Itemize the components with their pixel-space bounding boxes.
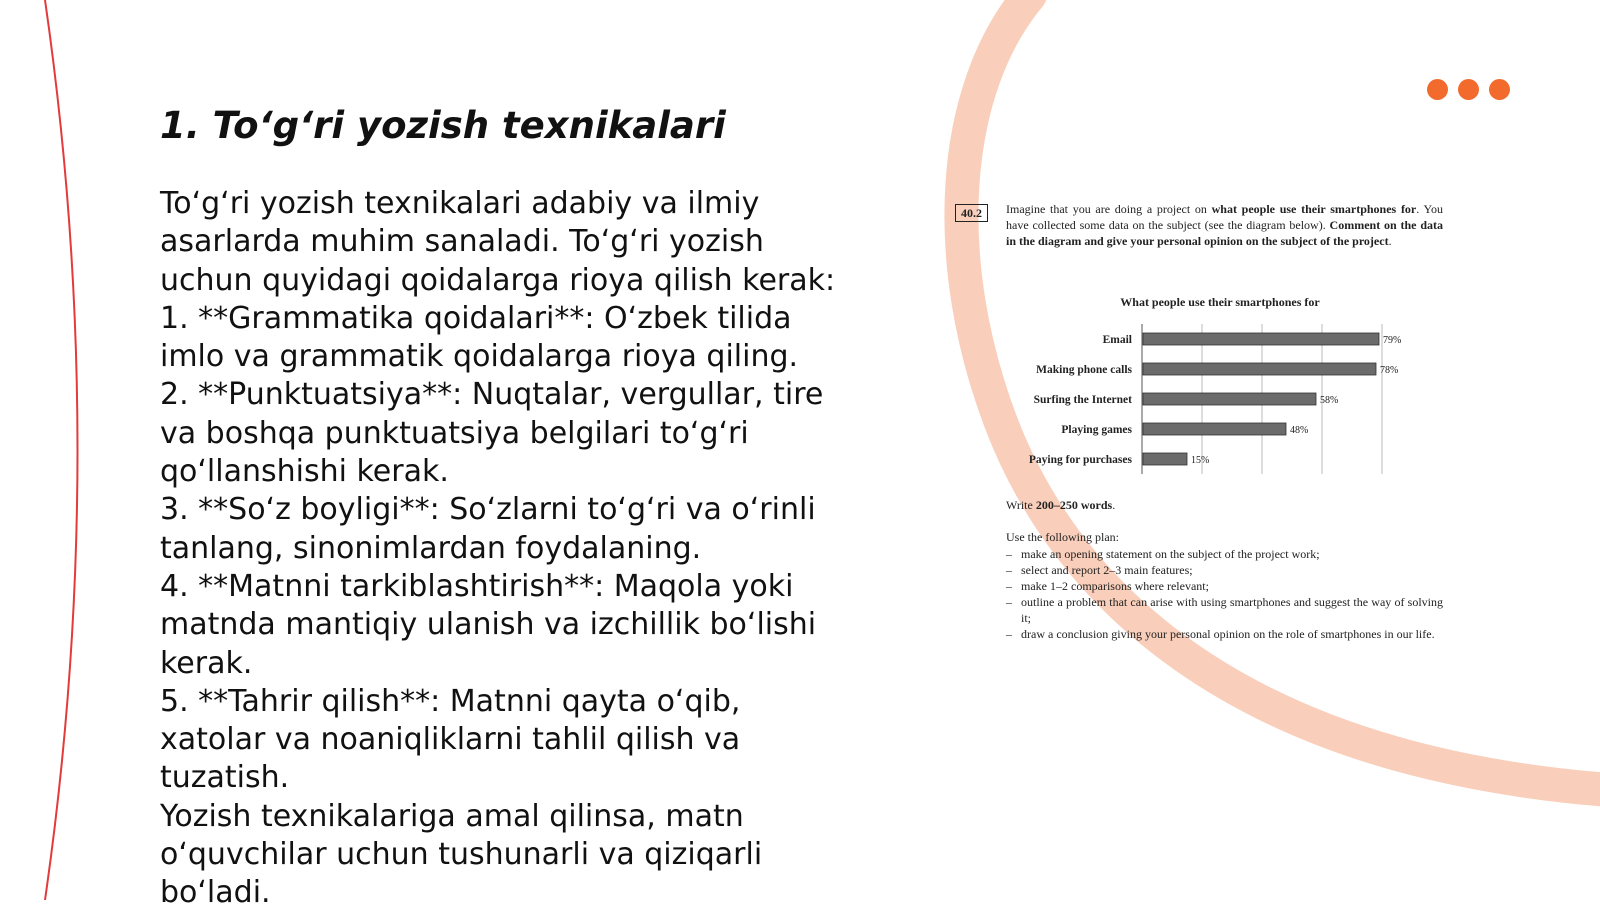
- chart-bar: [1143, 333, 1379, 345]
- chart-bar: [1143, 453, 1187, 465]
- rule-vocabulary: 3. **So‘z boyligi**: So‘zlarni to‘g‘ri va o‘rinli tanlang, sinonimlardan foydalaning.: [160, 492, 816, 566]
- chart-category-label: Playing games: [1061, 424, 1132, 436]
- plan-list: [1006, 546, 1443, 642]
- intro-paragraph: To‘g‘ri yozish texnikalari adabiy va ilmiy asarlarda muhim sanaladi. To‘g‘ri yozish uchun quyidagi qoidalarga rioya qilish kerak:: [160, 186, 836, 298]
- plan-item: – make an opening statement on the subject of the project work;: [1006, 546, 1443, 562]
- plan-item: – outline a problem that can arise with using smartphones and suggest the way of solving it;: [1006, 594, 1443, 626]
- chart-category-label: Surfing the Internet: [1033, 394, 1132, 406]
- chart-value-label: 78%: [1380, 365, 1399, 376]
- plan-item: – draw a conclusion giving your personal opinion on the role of smartphones in our life.: [1006, 626, 1443, 642]
- plan-intro: Use the following plan:: [1006, 530, 1119, 544]
- chart-bars: [1029, 333, 1401, 466]
- chart-category-label: Making phone calls: [1036, 364, 1132, 376]
- left-border-line: [45, 0, 78, 900]
- chart-value-label: 48%: [1290, 425, 1309, 436]
- rule-punctuation: 2. **Punktuatsiya**: Nuqtalar, vergullar, tire va boshqa punktuatsiya belgilari to‘g‘ri qo‘llanshishi kerak.: [160, 377, 824, 490]
- word-limit: Write 200–250 words.: [1006, 498, 1116, 512]
- rule-editing: 5. **Tahrir qilish**: Matnni qayta o‘qib, xatolar va noaniqliklarni tahlil qilish va tuzatish.: [160, 683, 741, 796]
- slide-title: 1. To‘g‘ri yozish texnikalari: [160, 104, 726, 147]
- chart-bar: [1143, 423, 1286, 435]
- closing-paragraph: Yozish texnikalariga amal qilinsa, matn o‘quvchilar uchun tushunarli va qiziqarli bo‘ladi.: [160, 798, 763, 911]
- task-prompt: Imagine that you are doing a project on what people use their smartphones for. You have collected some data on the subject (see the diagram below). Comment on the data in the diagram and give your personal opinion on the subject of the project.: [1006, 202, 1443, 248]
- chart-value-label: 79%: [1383, 335, 1402, 346]
- chart-category-label: Email: [1102, 334, 1132, 346]
- plan-item: – make 1–2 comparisons where relevant;: [1006, 578, 1443, 594]
- rule-structure: 4. **Matnni tarkiblashtirish**: Maqola yoki matnda mantiqiy ulanish va izchillik bo‘lishi kerak.: [160, 568, 817, 681]
- menu-dots-icon: [1427, 79, 1510, 100]
- chart-bar: [1143, 393, 1316, 405]
- rule-grammar: 1. **Grammatika qoidalari**: O‘zbek tilida imlo va grammatik qoidalarga rioya qiling.: [160, 300, 799, 375]
- slide-body: [160, 185, 850, 913]
- plan-item: – select and report 2–3 main features;: [1006, 562, 1443, 578]
- chart-value-label: 15%: [1191, 455, 1210, 466]
- chart-category-label: Paying for purchases: [1028, 454, 1132, 466]
- chart-value-label: 58%: [1320, 395, 1339, 406]
- task-number-box: 40.2: [955, 204, 988, 222]
- chart-bar: [1143, 363, 1376, 375]
- chart-title: What people use their smartphones for: [1120, 295, 1320, 309]
- smartphone-usage-chart: [955, 289, 1443, 489]
